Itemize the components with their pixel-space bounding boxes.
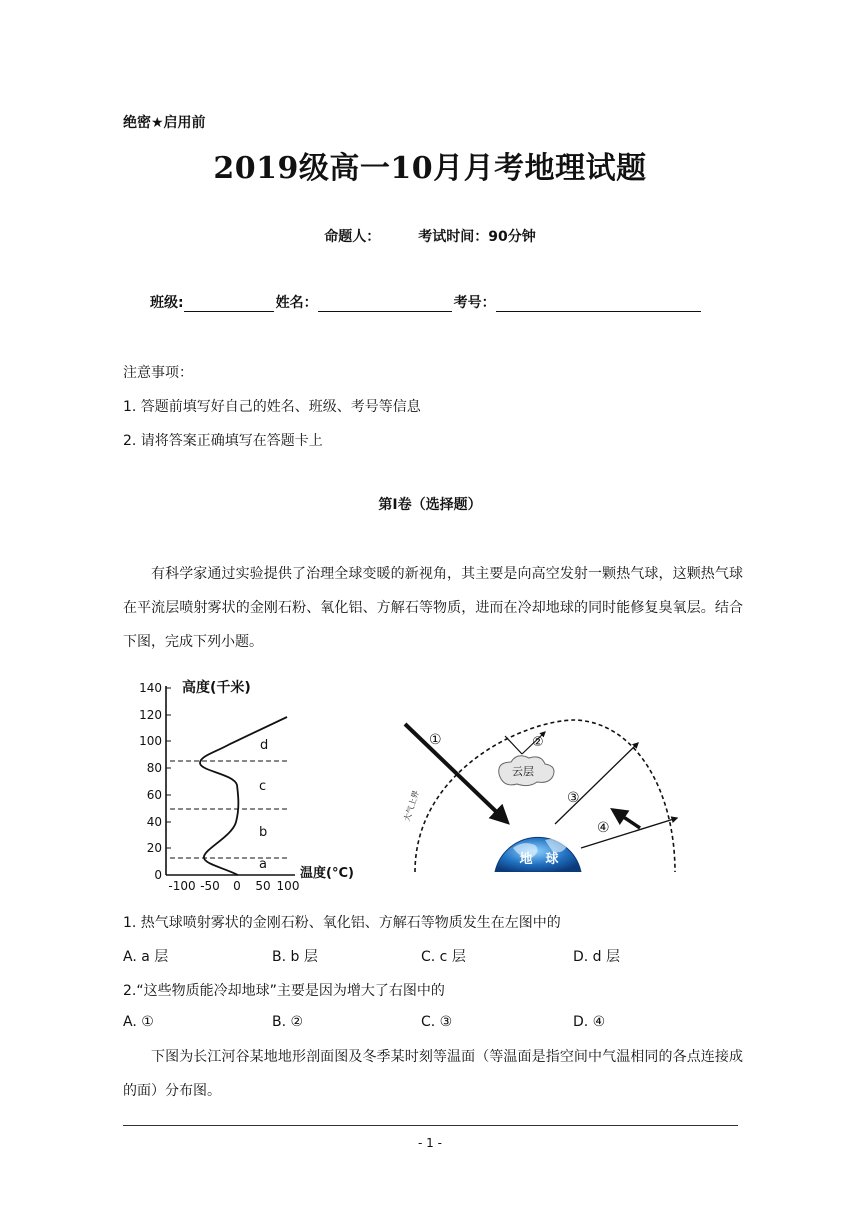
y-tick-label: 60 [146, 788, 162, 802]
question-2-option-b[interactable]: B. ② [272, 1014, 304, 1030]
number-blank[interactable] [496, 295, 701, 312]
student-info-fields [150, 292, 703, 312]
layer-label-b: b [259, 825, 268, 840]
cloud-label: 云层 [512, 765, 534, 778]
y-tick-label: 40 [146, 815, 162, 829]
page-title: 2019级高一10月月考地理试题 [213, 151, 647, 186]
name-label: 姓名： [275, 295, 318, 311]
x-tick-label: -100 [168, 879, 196, 893]
x-tick-label: 0 [233, 879, 241, 893]
arrow-1 [405, 724, 507, 822]
y-tick-label: 80 [146, 761, 162, 775]
name-blank[interactable] [318, 295, 452, 312]
heat-budget-diagram [395, 710, 690, 872]
next-paragraph: 下图为长江河谷某地地形剖面图及冬季某时刻等温面（等温面是指空间中气温相同的各点连接成的面）分布图。 [123, 1049, 743, 1099]
question-1-option-a[interactable]: A. a 层 [123, 949, 169, 965]
y-axis-label: 高度(千米) [182, 680, 251, 696]
footer-divider [123, 1125, 738, 1126]
arrow-label-2: ② [532, 735, 544, 750]
question-2-option-d[interactable]: D. ④ [573, 1014, 606, 1030]
notes-heading: 注意事项： [123, 365, 193, 381]
atmosphere-top-label: 大气上界 [402, 789, 421, 823]
secret-label: 绝密★启用前 [123, 115, 206, 131]
exam-meta [0, 226, 860, 246]
arrow-label-4: ④ [597, 820, 610, 836]
x-tick-label: -50 [200, 879, 220, 893]
y-tick-label: 0 [154, 868, 162, 882]
number-label: 考号： [453, 295, 496, 311]
note-item: 2. 请将答案正确填写在答题卡上 [123, 433, 323, 449]
class-blank[interactable] [184, 295, 274, 312]
y-tick-label: 120 [139, 708, 162, 722]
author-label: 命题人： [324, 229, 381, 245]
page-number: - 1 - [418, 1136, 442, 1150]
question-2-option-c[interactable]: C. ③ [421, 1014, 453, 1030]
x-tick-label: 50 [255, 879, 271, 893]
layer-label-d: d [260, 738, 269, 753]
question-2-stem: 2.“这些物质能冷却地球”主要是因为增大了右图中的 [123, 983, 445, 999]
section-title: 第Ⅰ卷（选择题） [378, 497, 482, 513]
arrow-3 [555, 743, 638, 824]
question-1-option-b[interactable]: B. b 层 [272, 949, 318, 965]
question-1-stem: 1. 热气球喷射雾状的金刚石粉、氧化铝、方解石等物质发生在左图中的 [123, 915, 561, 931]
class-label: 班级: [150, 295, 184, 311]
earth-label: 地 球 [519, 852, 559, 867]
note-item: 1. 答题前填写好自己的姓名、班级、考号等信息 [123, 399, 421, 415]
atmosphere-layer-chart [120, 672, 365, 894]
x-tick-label: 100 [276, 879, 300, 893]
arrow-2-in [505, 736, 522, 754]
arrow-label-1: ① [429, 732, 442, 748]
arrow-4-back [613, 810, 640, 828]
layer-label-a: a [259, 857, 267, 872]
y-tick-label: 20 [146, 841, 162, 855]
y-tick-label: 100 [139, 734, 162, 748]
exam-time-label: 考试时间：90分钟 [418, 229, 536, 245]
intro-paragraph: 有科学家通过实验提供了治理全球变暖的新视角，其主要是向高空发射一颗热气球，这颗热气球在平流层喷射雾状的金刚石粉、氧化铝、方解石等物质，进而在冷却地球的同时能修复臭氧层。结合下图，完成下列小题。 [123, 566, 743, 650]
arrow-label-3: ③ [567, 790, 580, 806]
y-tick-label: 140 [139, 681, 162, 695]
question-2-option-a[interactable]: A. ① [123, 1014, 154, 1030]
question-1-option-d[interactable]: D. d 层 [573, 949, 621, 965]
temperature-curve [200, 717, 287, 875]
x-axis-label: 温度(°C) [300, 866, 354, 881]
question-1-option-c[interactable]: C. c 层 [421, 949, 466, 965]
layer-label-c: c [259, 779, 267, 794]
